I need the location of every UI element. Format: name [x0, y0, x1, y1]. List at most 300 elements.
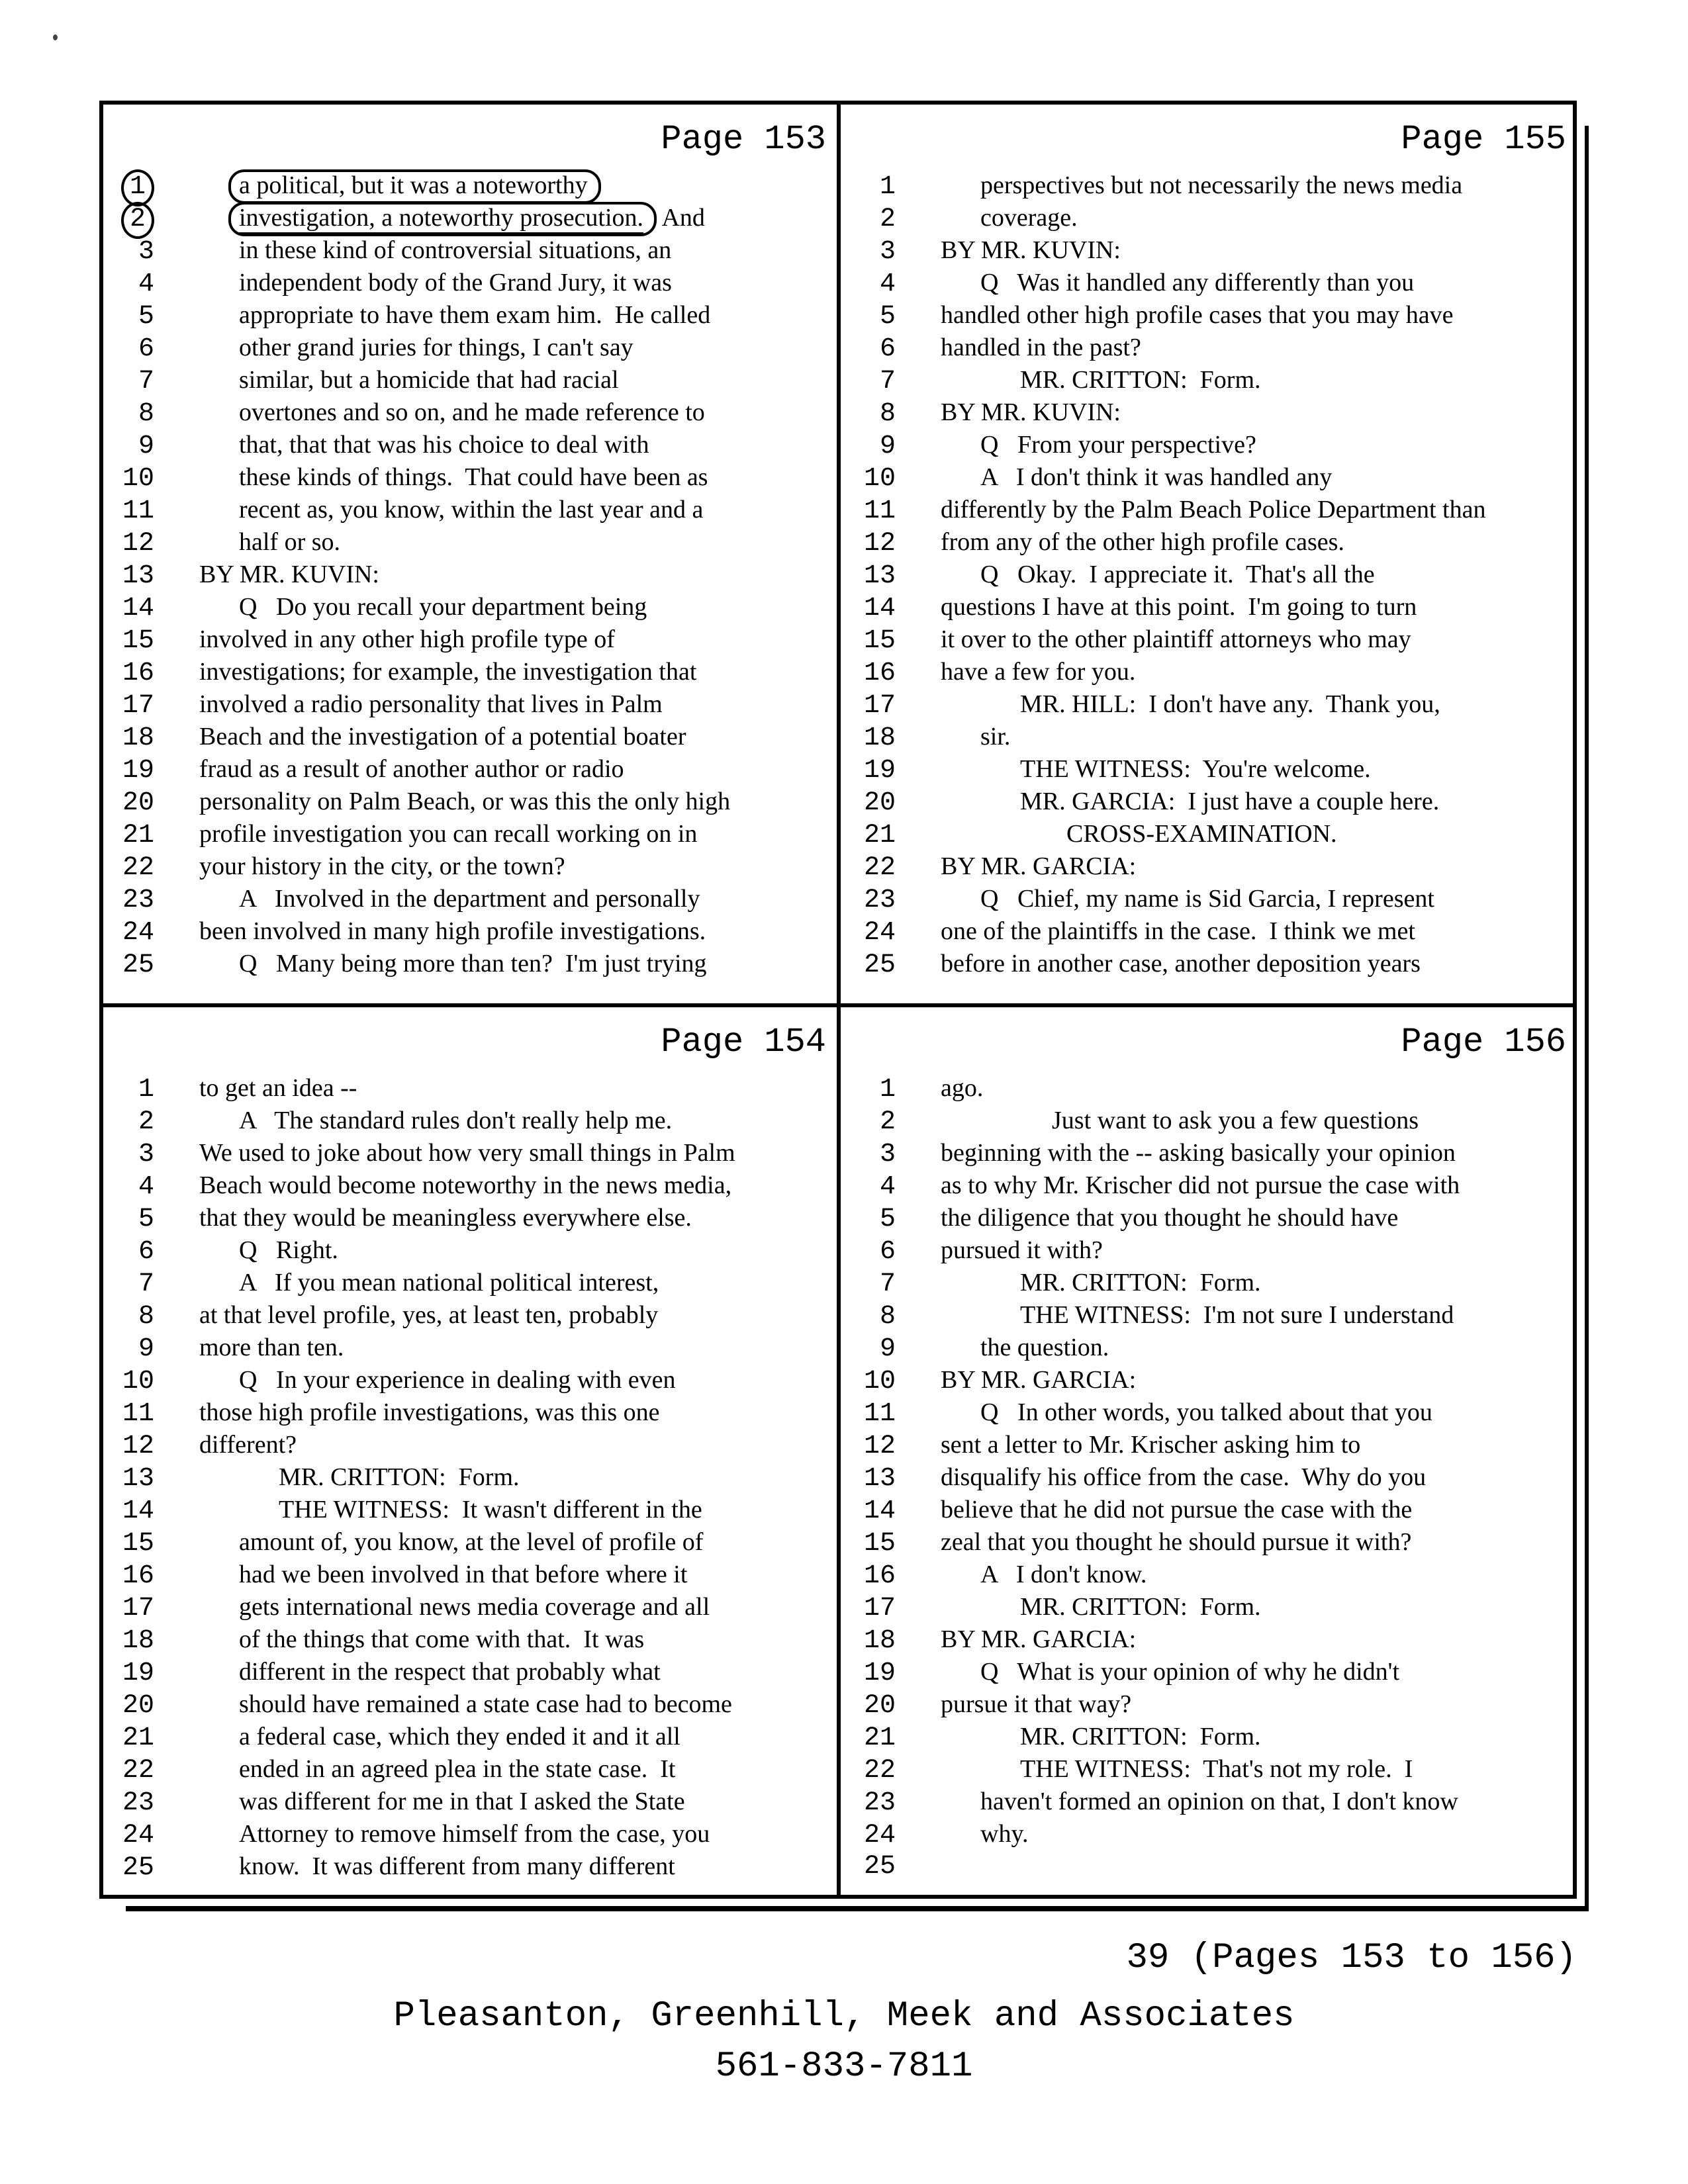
transcript-line — [99, 1169, 837, 1202]
page-header: Page 153 — [661, 120, 826, 159]
line-number: 18 — [863, 1626, 896, 1656]
circled-line-number: 1 — [121, 169, 154, 206]
line-text: Q Right. — [239, 1236, 338, 1264]
line-number: 10 — [863, 464, 896, 494]
page-header: Page 154 — [661, 1023, 826, 1062]
transcript-line — [99, 1234, 837, 1267]
transcript-line — [99, 915, 837, 948]
transcript-line — [99, 364, 837, 396]
line-text: disqualify his office from the case. Why do you — [941, 1463, 1427, 1491]
transcript-line — [841, 396, 1577, 429]
transcript-line — [99, 786, 837, 818]
line-number: 8 — [879, 1302, 896, 1332]
line-text: differently by the Palm Beach Police Department than — [941, 496, 1486, 523]
line-number: 23 — [122, 886, 154, 915]
line-text: A The standard rules don't really help me. — [239, 1107, 673, 1134]
transcript-line — [99, 1721, 837, 1753]
page-header: Page 155 — [1401, 120, 1566, 159]
line-number: 7 — [138, 1269, 154, 1299]
line-number: 23 — [122, 1788, 154, 1818]
line-text: at that level profile, yes, at least ten, probably — [199, 1301, 659, 1329]
transcript-line — [841, 234, 1577, 267]
line-number: 8 — [879, 399, 896, 429]
line-number: 1 — [879, 172, 896, 202]
line-number: 4 — [879, 1172, 896, 1202]
line-number: 19 — [122, 1659, 154, 1688]
line-text: coverage. — [980, 204, 1078, 232]
line-number: 25 — [122, 950, 154, 980]
line-number: 8 — [138, 1302, 154, 1332]
scan-speck — [53, 34, 58, 40]
transcript-line — [841, 169, 1577, 202]
line-text — [199, 202, 705, 236]
line-text: personality on Palm Beach, or was this the only high — [199, 788, 731, 815]
line-number: 14 — [863, 594, 896, 623]
line-text: Q Okay. I appreciate it. That's all the — [980, 561, 1375, 588]
line-text: one of the plaintiffs in the case. I think we met — [941, 917, 1415, 945]
line-text: BY MR. GARCIA: — [941, 852, 1137, 880]
line-text: pursue it that way? — [941, 1690, 1132, 1718]
line-text: BY MR. GARCIA: — [941, 1625, 1137, 1653]
transcript-line — [99, 1202, 837, 1234]
transcript-line — [99, 332, 837, 364]
line-number: 15 — [122, 626, 154, 656]
line-number: 12 — [122, 1432, 154, 1461]
transcript-line — [841, 1526, 1577, 1559]
line-number — [118, 169, 154, 206]
line-text: know. It was different from many different — [239, 1852, 675, 1880]
transcript-line — [841, 559, 1577, 591]
line-text: MR. CRITTON: Form. — [1020, 1593, 1261, 1621]
transcript-line — [841, 1202, 1577, 1234]
transcript-line — [99, 526, 837, 559]
line-text: ago. — [941, 1074, 984, 1102]
transcript-line — [841, 1494, 1577, 1526]
transcript-line — [99, 1688, 837, 1721]
transcript-line — [99, 721, 837, 753]
transcript-line — [841, 1591, 1577, 1623]
line-text: have a few for you. — [941, 658, 1136, 686]
line-number: 10 — [863, 1367, 896, 1396]
transcript-line — [841, 1559, 1577, 1591]
footer-court-reporter-firm: Pleasanton, Greenhill, Meek and Associates — [393, 1996, 1295, 2036]
handwritten-underline-annotation: investigation, a noteworthy prosecution. — [239, 204, 643, 235]
page-quadrant-155 — [841, 105, 1577, 1003]
line-number: 2 — [879, 1107, 896, 1137]
transcript-line — [99, 396, 837, 429]
transcript-line — [841, 461, 1577, 494]
line-text: Q What is your opinion of why he didn't — [980, 1658, 1400, 1686]
line-number: 5 — [138, 302, 154, 332]
line-text: fraud as a result of another author or radio — [199, 755, 624, 783]
circled-line-number: 2 — [121, 202, 154, 239]
transcript-line — [841, 1818, 1577, 1850]
transcript-line — [841, 1267, 1577, 1299]
line-text: similar, but a homicide that had racial — [239, 366, 619, 394]
transcript-line — [99, 753, 837, 786]
line-number: 14 — [122, 1496, 154, 1526]
line-number: 6 — [879, 1237, 896, 1267]
transcript-line — [841, 299, 1577, 332]
transcript-line — [841, 850, 1577, 883]
line-number: 10 — [122, 464, 154, 494]
line-number: 6 — [879, 334, 896, 364]
line-text-segment: And — [657, 204, 705, 232]
line-text — [199, 169, 601, 204]
line-text: handled in the past? — [941, 334, 1141, 361]
line-text: to get an idea -- — [199, 1074, 357, 1102]
transcript-line — [99, 1429, 837, 1461]
line-text: those high profile investigations, was this one — [199, 1398, 660, 1426]
line-number: 3 — [138, 1140, 154, 1169]
line-number: 11 — [122, 1399, 154, 1429]
transcript-line — [841, 656, 1577, 688]
line-number: 7 — [879, 367, 896, 396]
transcript-line — [99, 1461, 837, 1494]
transcript-line — [841, 267, 1577, 299]
transcript-line — [841, 1721, 1577, 1753]
line-number: 22 — [122, 853, 154, 883]
line-text: A I don't know. — [980, 1561, 1147, 1588]
line-number: 13 — [122, 1464, 154, 1494]
transcript-line — [99, 1396, 837, 1429]
line-text: pursued it with? — [941, 1236, 1103, 1264]
line-text: appropriate to have them exam him. He called — [239, 301, 711, 329]
line-number: 16 — [122, 1561, 154, 1591]
line-number: 20 — [122, 788, 154, 818]
transcript-line — [841, 753, 1577, 786]
line-number: 24 — [863, 1821, 896, 1850]
line-text: MR. HILL: I don't have any. Thank you, — [1020, 690, 1440, 718]
line-number: 5 — [138, 1205, 154, 1234]
transcript-line — [99, 1623, 837, 1656]
line-number: 24 — [122, 1821, 154, 1850]
line-text: sent a letter to Mr. Krischer asking him to — [941, 1431, 1361, 1459]
transcript-line — [99, 299, 837, 332]
line-number: 25 — [863, 950, 896, 980]
line-text: been involved in many high profile investigations. — [199, 917, 706, 945]
line-number: 11 — [863, 1399, 896, 1429]
line-text: Beach would become noteworthy in the news media, — [199, 1171, 732, 1199]
transcript-line — [841, 1753, 1577, 1786]
line-text: BY MR. KUVIN: — [941, 236, 1121, 264]
line-number: 20 — [863, 788, 896, 818]
transcript-line — [99, 623, 837, 656]
line-number: 24 — [122, 918, 154, 948]
line-number: 14 — [122, 594, 154, 623]
transcript-line — [841, 915, 1577, 948]
footer-page-range: 39 (Pages 153 to 156) — [1126, 1938, 1577, 1978]
transcript-line — [99, 494, 837, 526]
line-number: 22 — [122, 1756, 154, 1786]
line-number: 22 — [863, 1756, 896, 1786]
transcript-line — [841, 202, 1577, 234]
line-text: A If you mean national political interest, — [239, 1269, 659, 1297]
handwritten-box-annotation: a political, but it was a noteworthy — [228, 169, 601, 204]
line-number: 24 — [863, 918, 896, 948]
line-text: in these kind of controversial situations, an — [239, 236, 672, 264]
line-number: 25 — [122, 1853, 154, 1883]
line-text: that, that that was his choice to deal with — [239, 431, 649, 459]
line-number: 4 — [879, 269, 896, 299]
transcript-line — [841, 1786, 1577, 1818]
line-number: 20 — [863, 1691, 896, 1721]
line-number: 9 — [879, 1334, 896, 1364]
line-text: THE WITNESS: It wasn't different in the — [279, 1496, 702, 1524]
line-text: questions I have at this point. I'm going to turn — [941, 593, 1417, 621]
transcript-line — [99, 591, 837, 623]
transcript-line — [99, 1786, 837, 1818]
transcript-line — [841, 364, 1577, 396]
line-number: 3 — [138, 237, 154, 267]
line-text: these kinds of things. That could have been as — [239, 463, 708, 491]
page-quadrant-153 — [99, 105, 837, 1003]
transcript-line — [841, 1850, 1577, 1883]
line-text: Attorney to remove himself from the case, you — [239, 1820, 710, 1848]
line-text: half or so. — [239, 528, 341, 556]
line-text: that they would be meaningless everywhere else. — [199, 1204, 692, 1232]
line-number: 17 — [863, 691, 896, 721]
line-text: more than ten. — [199, 1334, 344, 1361]
line-text: sir. — [980, 723, 1011, 751]
transcript-line — [841, 1137, 1577, 1169]
line-text: amount of, you know, at the level of profile of — [239, 1528, 704, 1556]
line-text: BY MR. GARCIA: — [941, 1366, 1137, 1394]
line-number: 9 — [879, 432, 896, 461]
line-number: 21 — [122, 1723, 154, 1753]
line-text: profile investigation you can recall working on in — [199, 820, 698, 848]
transcript-line — [841, 1396, 1577, 1429]
transcript-line — [841, 1656, 1577, 1688]
transcript-line — [841, 332, 1577, 364]
transcript-line — [841, 1364, 1577, 1396]
handwritten-box-annotation — [228, 202, 657, 236]
transcript-line — [841, 1072, 1577, 1105]
transcript-lines — [99, 1072, 837, 1883]
line-number: 18 — [122, 1626, 154, 1656]
line-number: 4 — [138, 269, 154, 299]
page-quadrant-154 — [99, 1007, 837, 1899]
line-number: 21 — [863, 1723, 896, 1753]
line-text: the diligence that you thought he should have — [941, 1204, 1399, 1232]
transcript-line — [841, 1234, 1577, 1267]
line-number: 7 — [138, 367, 154, 396]
line-number: 18 — [122, 723, 154, 753]
line-number: 21 — [863, 821, 896, 850]
line-text: MR. CRITTON: Form. — [1020, 366, 1261, 394]
line-number: 12 — [122, 529, 154, 559]
line-number: 6 — [138, 1237, 154, 1267]
line-text: BY MR. KUVIN: — [199, 561, 379, 588]
line-text: Q In your experience in dealing with even — [239, 1366, 676, 1394]
line-number: 6 — [138, 334, 154, 364]
transcript-line — [99, 1137, 837, 1169]
transcript-line — [99, 1105, 837, 1137]
line-text: had we been involved in that before where it — [239, 1561, 688, 1588]
line-text: Beach and the investigation of a potential boater — [199, 723, 686, 751]
transcript-line — [841, 1169, 1577, 1202]
line-text: CROSS-EXAMINATION. — [1066, 820, 1337, 848]
line-number: 11 — [863, 496, 896, 526]
line-text: BY MR. KUVIN: — [941, 398, 1121, 426]
page-shadow-bottom — [126, 1906, 1589, 1911]
line-text: THE WITNESS: That's not my role. I — [1020, 1755, 1413, 1783]
line-text: MR. CRITTON: Form. — [279, 1463, 520, 1491]
line-text: beginning with the -- asking basically your opinion — [941, 1139, 1456, 1167]
line-number: 19 — [863, 1659, 896, 1688]
transcript-lines — [841, 1072, 1577, 1883]
line-text: ended in an agreed plea in the state case. It — [239, 1755, 676, 1783]
transcript-line — [99, 1299, 837, 1332]
line-text: Q Chief, my name is Sid Garcia, I represent — [980, 885, 1434, 913]
transcript-line — [99, 1267, 837, 1299]
transcript-line — [841, 1105, 1577, 1137]
line-number: 7 — [879, 1269, 896, 1299]
line-text: overtones and so on, and he made reference to — [239, 398, 705, 426]
transcript-line — [99, 1494, 837, 1526]
line-text: the question. — [980, 1334, 1109, 1361]
line-text: why. — [980, 1820, 1029, 1848]
transcript-line — [841, 1299, 1577, 1332]
line-text: Q Was it handled any differently than you — [980, 269, 1415, 296]
line-number: 18 — [863, 723, 896, 753]
line-number: 15 — [863, 1529, 896, 1559]
line-text: different in the respect that probably what — [239, 1658, 661, 1686]
transcript-line — [841, 1623, 1577, 1656]
line-number: 5 — [879, 1205, 896, 1234]
line-number: 5 — [879, 302, 896, 332]
transcript-line — [99, 1364, 837, 1396]
line-text: from any of the other high profile cases. — [941, 528, 1344, 556]
transcript-line — [841, 494, 1577, 526]
transcript-line — [99, 169, 837, 202]
transcript-line — [841, 818, 1577, 850]
line-text: haven't formed an opinion on that, I don't know — [980, 1788, 1458, 1815]
line-text: We used to joke about how very small things in Palm — [199, 1139, 735, 1167]
transcript-line — [99, 948, 837, 980]
line-text: gets international news media coverage and all — [239, 1593, 710, 1621]
line-number: 10 — [122, 1367, 154, 1396]
transcript-line — [99, 202, 837, 234]
line-text: a federal case, which they ended it and it all — [239, 1723, 680, 1751]
transcript-line — [99, 429, 837, 461]
line-number: 14 — [863, 1496, 896, 1526]
transcript-line — [99, 234, 837, 267]
line-text: Q Many being more than ten? I'm just trying — [239, 950, 707, 978]
line-number: 13 — [863, 561, 896, 591]
transcript-line — [841, 721, 1577, 753]
transcript-line — [841, 688, 1577, 721]
transcript-line — [99, 818, 837, 850]
line-text: it over to the other plaintiff attorneys who may — [941, 625, 1411, 653]
line-number: 2 — [138, 1107, 154, 1137]
transcript-line — [99, 883, 837, 915]
transcript-line — [841, 623, 1577, 656]
line-number: 19 — [122, 756, 154, 786]
transcript-line — [841, 883, 1577, 915]
transcript-line — [99, 1332, 837, 1364]
transcript-line — [99, 1850, 837, 1883]
line-number: 17 — [122, 1594, 154, 1623]
line-number: 20 — [122, 1691, 154, 1721]
transcript-line — [99, 461, 837, 494]
transcript-line — [99, 688, 837, 721]
line-text: other grand juries for things, I can't say — [239, 334, 633, 361]
line-text: Q Do you recall your department being — [239, 593, 647, 621]
line-number: 13 — [122, 561, 154, 591]
transcript-line — [841, 1332, 1577, 1364]
transcript-line — [841, 1688, 1577, 1721]
line-text: recent as, you know, within the last year and a — [239, 496, 704, 523]
line-number: 21 — [122, 821, 154, 850]
line-text: as to why Mr. Krischer did not pursue the case with — [941, 1171, 1460, 1199]
line-text: THE WITNESS: I'm not sure I understand — [1020, 1301, 1454, 1329]
line-text: independent body of the Grand Jury, it was — [239, 269, 672, 296]
line-number: 2 — [879, 205, 896, 234]
page-header: Page 156 — [1401, 1023, 1566, 1062]
transcript-line — [99, 267, 837, 299]
line-text: your history in the city, or the town? — [199, 852, 565, 880]
line-text: before in another case, another deposition years — [941, 950, 1421, 978]
transcript-line — [841, 429, 1577, 461]
footer-phone-number: 561-833-7811 — [715, 2046, 973, 2087]
line-number: 22 — [863, 853, 896, 883]
page-quadrant-156 — [841, 1007, 1577, 1899]
transcript-line — [99, 1526, 837, 1559]
transcript-line — [99, 1818, 837, 1850]
transcript-line — [99, 656, 837, 688]
line-text: handled other high profile cases that you may have — [941, 301, 1454, 329]
line-text: involved in any other high profile type of — [199, 625, 615, 653]
line-text: should have remained a state case had to become — [239, 1690, 732, 1718]
line-number: 3 — [879, 237, 896, 267]
line-text: believe that he did not pursue the case with the — [941, 1496, 1413, 1524]
line-text: Q In other words, you talked about that you — [980, 1398, 1432, 1426]
line-number: 9 — [138, 1334, 154, 1364]
line-number: 23 — [863, 886, 896, 915]
line-text: investigations; for example, the investigation that — [199, 658, 697, 686]
line-text: involved a radio personality that lives in Palm — [199, 690, 663, 718]
transcript-line — [841, 591, 1577, 623]
transcript-line — [99, 850, 837, 883]
line-number: 17 — [122, 691, 154, 721]
line-number: 19 — [863, 756, 896, 786]
transcript-lines — [99, 169, 837, 980]
line-text: MR. GARCIA: I just have a couple here. — [1020, 788, 1440, 815]
line-number: 16 — [863, 659, 896, 688]
transcript-line — [99, 1753, 837, 1786]
line-text: zeal that you thought he should pursue it with? — [941, 1528, 1412, 1556]
line-number: 13 — [863, 1464, 896, 1494]
line-text: Q From your perspective? — [980, 431, 1256, 459]
transcript-line — [99, 1591, 837, 1623]
transcript-line — [99, 559, 837, 591]
line-number: 25 — [863, 1852, 896, 1882]
line-text: MR. CRITTON: Form. — [1020, 1269, 1261, 1297]
transcript-line — [841, 526, 1577, 559]
line-text: A I don't think it was handled any — [980, 463, 1333, 491]
line-text: of the things that come with that. It was — [239, 1625, 645, 1653]
line-number: 15 — [863, 626, 896, 656]
line-text: was different for me in that I asked the State — [239, 1788, 685, 1815]
line-number: 15 — [122, 1529, 154, 1559]
line-number: 12 — [863, 529, 896, 559]
line-text: A Involved in the department and personally — [239, 885, 700, 913]
line-number: 4 — [138, 1172, 154, 1202]
line-number: 3 — [879, 1140, 896, 1169]
line-number: 23 — [863, 1788, 896, 1818]
line-number: 1 — [138, 1075, 154, 1105]
